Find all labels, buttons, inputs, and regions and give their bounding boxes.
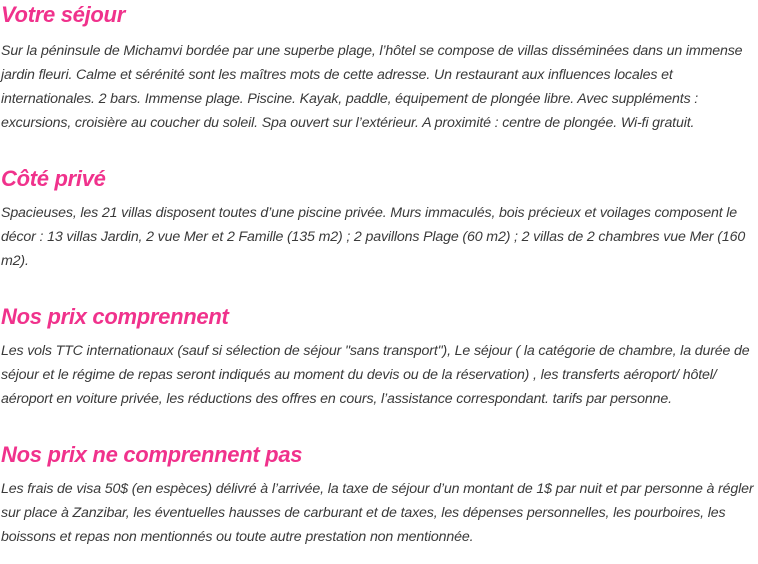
- section-body: Les frais de visa 50$ (en espèces) délivré à l’arrivée, la taxe de séjour d’un montant de 1$ par nuit et par personne à régler sur place à Zanzibar, les éventuelles hausses de carburant et de taxes, les dépenses personnelles, les pourboires, les boissons et repas non mentionnés ou toute autre prestation non mentionnée.: [1, 481, 754, 545]
- section-heading: Côté privé: [1, 166, 106, 191]
- section-nos-prix-comprennent: [1, 304, 758, 411]
- section-heading: Votre séjour: [1, 2, 125, 27]
- section-cote-prive: [1, 166, 758, 273]
- section-body: Les vols TTC internationaux (sauf si sélection de séjour "sans transport"), Le séjour ( la catégorie de chambre, la durée de séjour et le régime de repas seront indiqués au moment du devis ou de la réservation) , les transferts aéroport/ hôtel/ aéroport en voiture privée, les réductions des offres en cours, l’assistance correspondant. tarifs par personne.: [1, 343, 750, 407]
- section-body: Sur la péninsule de Michamvi bordée par une superbe plage, l’hôtel se compose de villas disséminées dans un immense jardin fleuri. Calme et sérénité sont les maîtres mots de cette adresse. Un restaurant aux influences locales et internationales. 2 bars. Immense plage. Piscine. Kayak, paddle, équipement de plongée libre. Avec suppléments : excursions, croisière au coucher du soleil. Spa ouvert sur l’extérieur. A proximité : centre de plongée. Wi-fi gratuit.: [1, 43, 743, 131]
- section-nos-prix-ne-comprennent-pas: [1, 442, 758, 549]
- section-heading: Nos prix comprennent: [1, 304, 229, 329]
- section-votre-sejour: [1, 0, 758, 135]
- section-heading: Nos prix ne comprennent pas: [1, 442, 303, 467]
- section-body: Spacieuses, les 21 villas disposent toutes d’une piscine privée. Murs immaculés, bois précieux et voilages composent le décor : 13 villas Jardin, 2 vue Mer et 2 Famille (135 m2) ; 2 pavillons Plage (60 m2) ; 2 villas de 2 chambres vue Mer (160 m2).: [1, 205, 746, 269]
